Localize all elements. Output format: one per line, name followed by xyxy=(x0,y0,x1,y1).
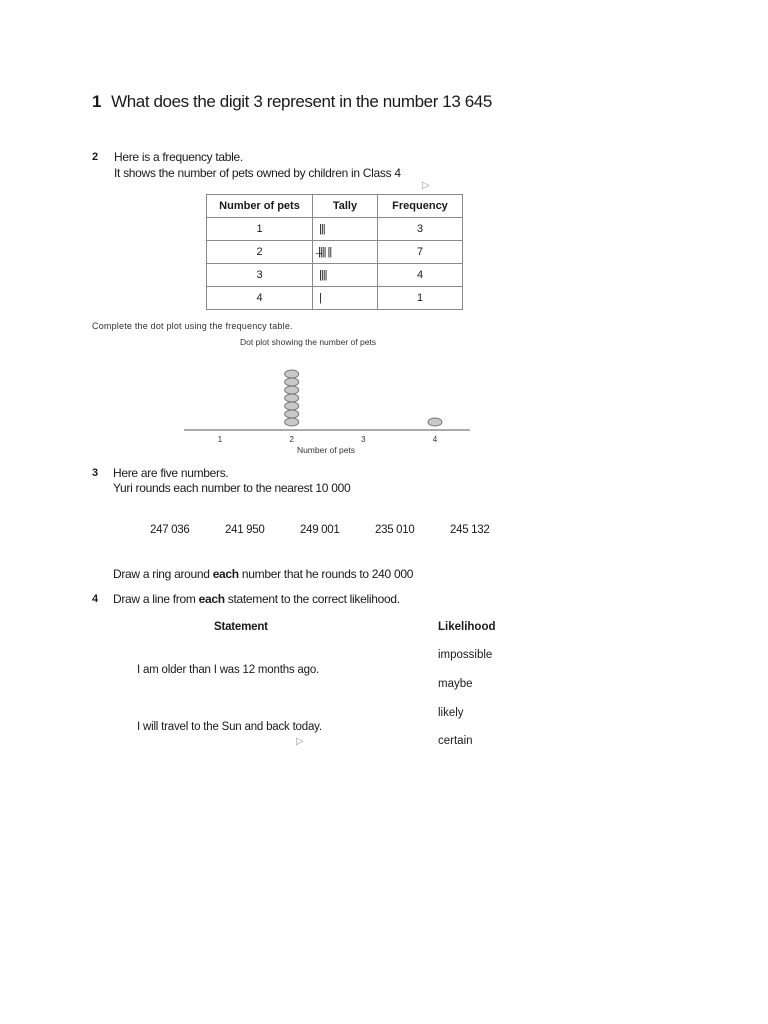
likelihood-header: Likelihood xyxy=(438,621,496,633)
instruction-text: number that he rounds to 240 000 xyxy=(238,567,414,581)
likelihood-item[interactable]: impossible xyxy=(438,649,493,661)
dot-plot-title: Dot plot showing the number of pets xyxy=(239,337,377,347)
column-header-frequency: Frequency xyxy=(378,195,463,218)
dot-plot-dot xyxy=(285,410,299,418)
cursor-icon: ▷ xyxy=(422,180,430,191)
question-4-instruction xyxy=(113,592,400,606)
pets-cell: 4 xyxy=(207,287,313,310)
question-3-instruction xyxy=(113,567,413,581)
frequency-cell: 4 xyxy=(378,264,463,287)
frequency-cell: 7 xyxy=(378,241,463,264)
dot-plot-dot xyxy=(285,378,299,386)
question-2-line-2: It shows the number of pets owned by children in Class 4 xyxy=(114,166,401,180)
pets-cell: 3 xyxy=(207,264,313,287)
table-row xyxy=(207,264,463,287)
question-1-number: 1 xyxy=(92,92,102,111)
question-2-line-1: Here is a frequency table. xyxy=(114,150,243,164)
number-option[interactable]: 247 036 xyxy=(150,524,190,536)
likelihood-item[interactable]: maybe xyxy=(438,678,473,690)
dot-plot xyxy=(180,335,480,460)
column-header-tally: Tally xyxy=(313,195,378,218)
x-tick-label: 3 xyxy=(361,435,366,444)
frequency-cell: 3 xyxy=(378,218,463,241)
dot-plot-dot xyxy=(285,386,299,394)
x-tick-label: 1 xyxy=(217,435,223,444)
pets-cell: 1 xyxy=(207,218,313,241)
instruction-emphasis: each xyxy=(198,592,225,606)
statement-item[interactable]: I am older than I was 12 months ago. xyxy=(137,664,320,676)
dot-plot-dot xyxy=(285,418,299,426)
number-option[interactable]: 235 010 xyxy=(375,524,415,536)
table-row xyxy=(207,218,463,241)
question-3-line-1: Here are five numbers. xyxy=(113,466,229,480)
dot-plot-dot xyxy=(285,370,299,378)
table-row xyxy=(207,241,463,264)
instruction-emphasis: each xyxy=(212,567,239,581)
question-3-line-2: Yuri rounds each number to the nearest 10 000 xyxy=(113,481,351,495)
cursor-icon: ▷ xyxy=(296,736,304,747)
instruction-text: Draw a ring around xyxy=(113,567,213,581)
tally-cell: |||| xyxy=(313,264,378,287)
dot-plot-x-label: Number of pets xyxy=(296,445,356,455)
number-option[interactable]: 245 132 xyxy=(450,524,490,536)
pets-cell: 2 xyxy=(207,241,313,264)
instruction-text: statement to the correct likelihood. xyxy=(224,592,400,606)
tally-cell: ||| xyxy=(313,218,378,241)
question-1-text: What does the digit 3 represent in the number 13 645 xyxy=(111,92,492,111)
number-option[interactable]: 241 950 xyxy=(225,524,265,536)
statement-header: Statement xyxy=(214,621,268,633)
instruction-text: Draw a line from xyxy=(113,592,199,606)
question-2-number: 2 xyxy=(92,151,99,163)
question-1 xyxy=(92,92,492,112)
question-4-number: 4 xyxy=(92,593,99,605)
dot-plot-dot xyxy=(285,394,299,402)
question-3-number: 3 xyxy=(92,467,99,479)
dot-plot-instruction: Complete the dot plot using the frequency table. xyxy=(92,321,293,331)
tally-cell: ̶|||| || xyxy=(313,241,378,264)
likelihood-item[interactable]: certain xyxy=(438,735,473,747)
frequency-table xyxy=(206,194,463,310)
statement-item[interactable]: I will travel to the Sun and back today. xyxy=(137,721,322,733)
table-row xyxy=(207,287,463,310)
tally-cell: | xyxy=(313,287,378,310)
table-header-row xyxy=(207,195,463,218)
frequency-cell: 1 xyxy=(378,287,463,310)
x-tick-label: 2 xyxy=(289,435,294,444)
likelihood-item[interactable]: likely xyxy=(438,707,464,719)
column-header-pets: Number of pets xyxy=(207,195,313,218)
dot-plot-dot xyxy=(285,402,299,410)
number-option[interactable]: 249 001 xyxy=(300,524,340,536)
x-tick-label: 4 xyxy=(432,435,438,444)
dot-plot-dot xyxy=(428,418,442,426)
